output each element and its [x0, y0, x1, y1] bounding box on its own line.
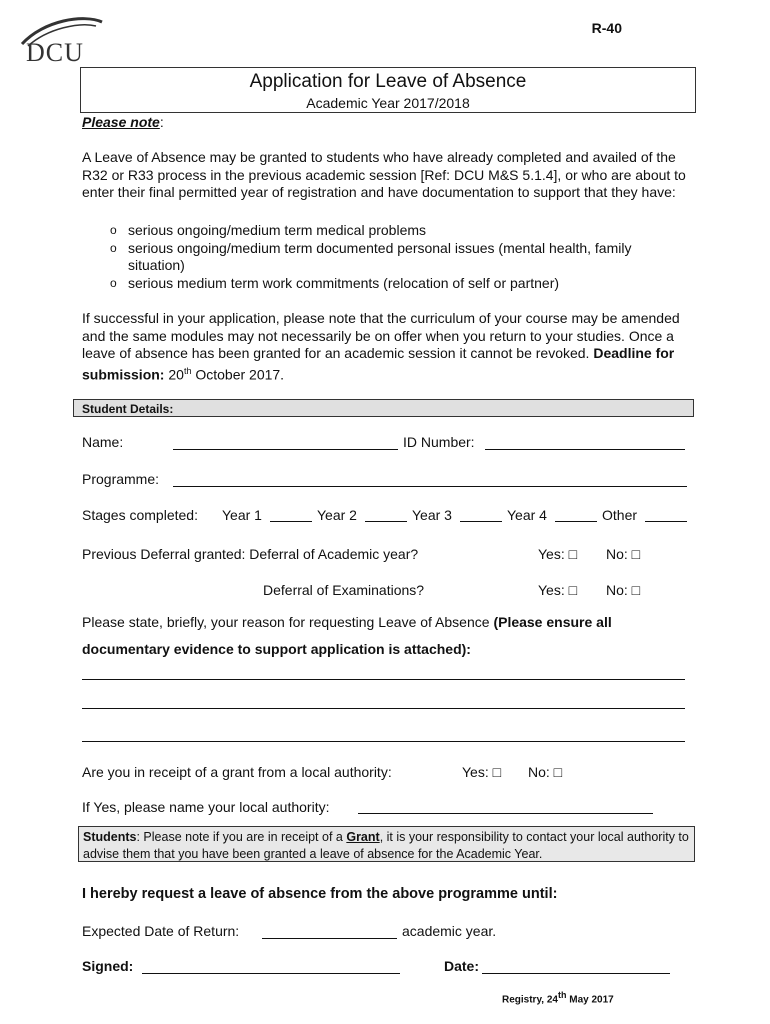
deferral-yes-checkbox[interactable]: Yes: □	[538, 546, 578, 562]
grant-yes-checkbox[interactable]: Yes: □	[462, 764, 502, 780]
return-date-field[interactable]	[262, 938, 397, 939]
programme-label: Programme:	[82, 471, 160, 487]
list-item: o serious ongoing/medium term medical problems	[110, 222, 690, 240]
other-field[interactable]	[645, 521, 687, 522]
reason-label: Please state, briefly, your reason for requesting Leave of Absence	[82, 614, 490, 630]
notice-text-2: , it is your responsibility to contact your local authority to advise them that you have been granted a leave of absence for the Academic Year.	[83, 830, 689, 861]
note-heading	[82, 114, 164, 130]
return-label: Expected Date of Return:	[82, 923, 240, 939]
authority-label: If Yes, please name your local authority:	[82, 799, 330, 815]
criteria-list	[110, 222, 690, 292]
year3-field[interactable]	[460, 521, 502, 522]
authority-field[interactable]	[358, 813, 653, 814]
year1-label: Year 1	[222, 507, 262, 523]
reason-line-2[interactable]	[82, 708, 685, 709]
reason-bold-2: documentary evidence to support application is attached):	[82, 641, 471, 657]
deadline-day: 20	[168, 366, 184, 383]
list-item: o serious ongoing/medium term documented personal issues (mental health, family situation)	[110, 240, 690, 275]
id-number-field[interactable]	[485, 449, 685, 450]
deadline-rest: October 2017.	[195, 366, 285, 383]
deadline-label: Deadline for submission:	[82, 345, 675, 383]
curriculum-paragraph	[82, 310, 694, 384]
deadline-sup: th	[183, 365, 192, 376]
student-details-heading: Student Details:	[73, 399, 694, 417]
note-colon: :	[159, 114, 164, 130]
title-box	[80, 67, 696, 113]
date-field[interactable]	[482, 973, 670, 974]
page-title: Application for Leave of Absence	[249, 71, 527, 92]
exams-yes-checkbox[interactable]: Yes: □	[538, 582, 578, 598]
notice-text-1: : Please note if you are in receipt of a	[136, 830, 343, 844]
signature-field[interactable]	[142, 973, 400, 974]
programme-field[interactable]	[173, 486, 687, 487]
id-label: ID Number:	[403, 434, 475, 450]
reason-bold-1: (Please ensure all	[493, 614, 612, 630]
name-label: Name:	[82, 434, 124, 450]
registry-rest: May 2017	[569, 994, 614, 1006]
year4-field[interactable]	[555, 521, 597, 522]
signed-label: Signed:	[82, 958, 134, 974]
grant-label: Are you in receipt of a grant from a local authority:	[82, 764, 392, 780]
stages-label: Stages completed:	[82, 507, 198, 523]
list-item: o serious medium term work commitments (relocation of self or partner)	[110, 275, 690, 293]
deferral-label: Previous Deferral granted: Deferral of Academic year?	[82, 546, 419, 562]
reason-line-3[interactable]	[82, 741, 685, 742]
curriculum-text: If successful in your application, please note that the curriculum of your course may be amended and the same modules may not necessarily be on offer when you return to your studies. Once a leave of absence has been granted for an academic session it cannot be revoked.	[82, 310, 680, 361]
registry-sup: th	[557, 990, 567, 1000]
deferral-no-checkbox[interactable]: No: □	[606, 546, 641, 562]
notice-grant: Grant	[346, 830, 380, 844]
form-code: R-40	[591, 20, 622, 36]
year2-label: Year 2	[317, 507, 357, 523]
intro-paragraph: A Leave of Absence may be granted to students who have already completed and availed of the R32 or R33 process in the previous academic session [Ref: DCU M&S 5.1.4], or who are about to enter their final permitted year of registration and have documentation to support that they have:	[82, 149, 686, 200]
year4-label: Year 4	[507, 507, 547, 523]
grant-no-checkbox[interactable]: No: □	[528, 764, 563, 780]
other-label: Other	[602, 507, 638, 523]
grant-notice	[78, 826, 695, 862]
exams-no-checkbox[interactable]: No: □	[606, 582, 641, 598]
date-label: Date:	[444, 958, 480, 974]
year2-field[interactable]	[365, 521, 407, 522]
name-field[interactable]	[173, 449, 398, 450]
reason-prompt	[82, 614, 612, 630]
registry-text: Registry, 24	[502, 994, 558, 1006]
note-label: Please note	[82, 114, 160, 130]
logo-text: DCU	[26, 38, 84, 67]
academic-year: Academic Year 2017/2018	[306, 95, 470, 111]
registry-footer	[502, 990, 614, 1005]
academic-year-label: academic year.	[402, 923, 497, 939]
notice-students: Students	[83, 830, 137, 844]
reason-line-1[interactable]	[82, 679, 685, 680]
year3-label: Year 3	[412, 507, 452, 523]
exams-label: Deferral of Examinations?	[263, 582, 425, 598]
year1-field[interactable]	[270, 521, 312, 522]
request-statement: I hereby request a leave of absence from the above programme until:	[82, 886, 558, 902]
